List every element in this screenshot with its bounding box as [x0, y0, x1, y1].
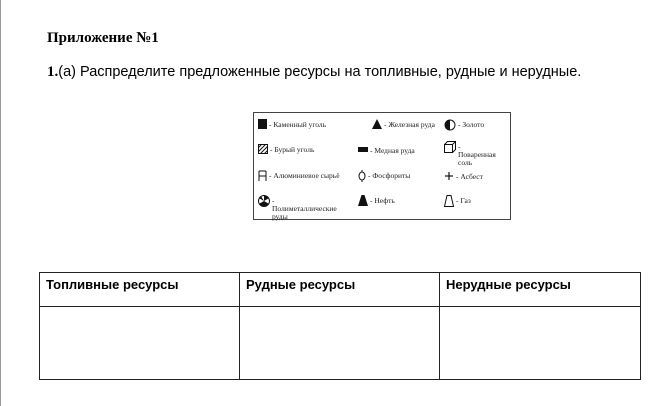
question-number: 1. — [47, 64, 59, 80]
legend-item: - Бурый уголь — [258, 146, 314, 154]
legend-item: - Фосфориты — [358, 172, 410, 182]
legend-item: - Медная руда — [358, 147, 415, 155]
header-ore-resources: Рудные ресурсы — [240, 273, 440, 307]
legend-item: - Полиметаллические руды — [258, 197, 324, 221]
header-nonmetallic-resources: Нерудные ресурсы — [440, 273, 641, 307]
table-row — [40, 307, 641, 380]
resource-legend — [253, 112, 511, 220]
resource-classification-table — [39, 272, 641, 380]
legend-item: - Газ — [444, 197, 471, 207]
legend-item: - Золото — [444, 121, 484, 131]
filled-triangle-icon — [372, 119, 382, 129]
legend-item: - Поваренная соль — [444, 143, 498, 167]
page-heading: Приложение №1 — [47, 30, 159, 46]
legend-item: - Асбест — [444, 173, 483, 181]
legend-item: - Железная руда — [372, 121, 435, 129]
header-fuel-resources: Топливные ресурсы — [40, 273, 240, 307]
fuel-resources-cell[interactable] — [40, 307, 240, 380]
page-left-border — [0, 0, 1, 406]
plus-icon — [444, 171, 454, 181]
question-text: (а) Распределите предложенные ресурсы на топливные, рудные и нерудные. — [58, 64, 582, 80]
aluminum-symbol-icon — [258, 170, 267, 182]
gas-outline-icon — [444, 195, 454, 207]
legend-item: - Нефть — [358, 197, 395, 206]
oil-drop-icon — [358, 195, 368, 206]
table-header-row — [40, 273, 641, 307]
filled-rectangle-icon — [358, 145, 368, 153]
phosphate-symbol-icon — [358, 170, 366, 182]
hatched-square-icon — [258, 144, 268, 154]
question-1 — [47, 64, 581, 81]
legend-item: - Каменный уголь — [258, 121, 326, 129]
ore-resources-cell[interactable] — [240, 307, 440, 380]
polymetal-symbol-icon — [258, 195, 270, 207]
nonmetallic-resources-cell[interactable] — [440, 307, 641, 380]
filled-square-icon — [258, 119, 267, 129]
legend-item: - Алюминиевое сырьё — [258, 172, 340, 182]
salt-cube-icon — [444, 141, 456, 153]
half-circle-icon — [444, 119, 456, 131]
